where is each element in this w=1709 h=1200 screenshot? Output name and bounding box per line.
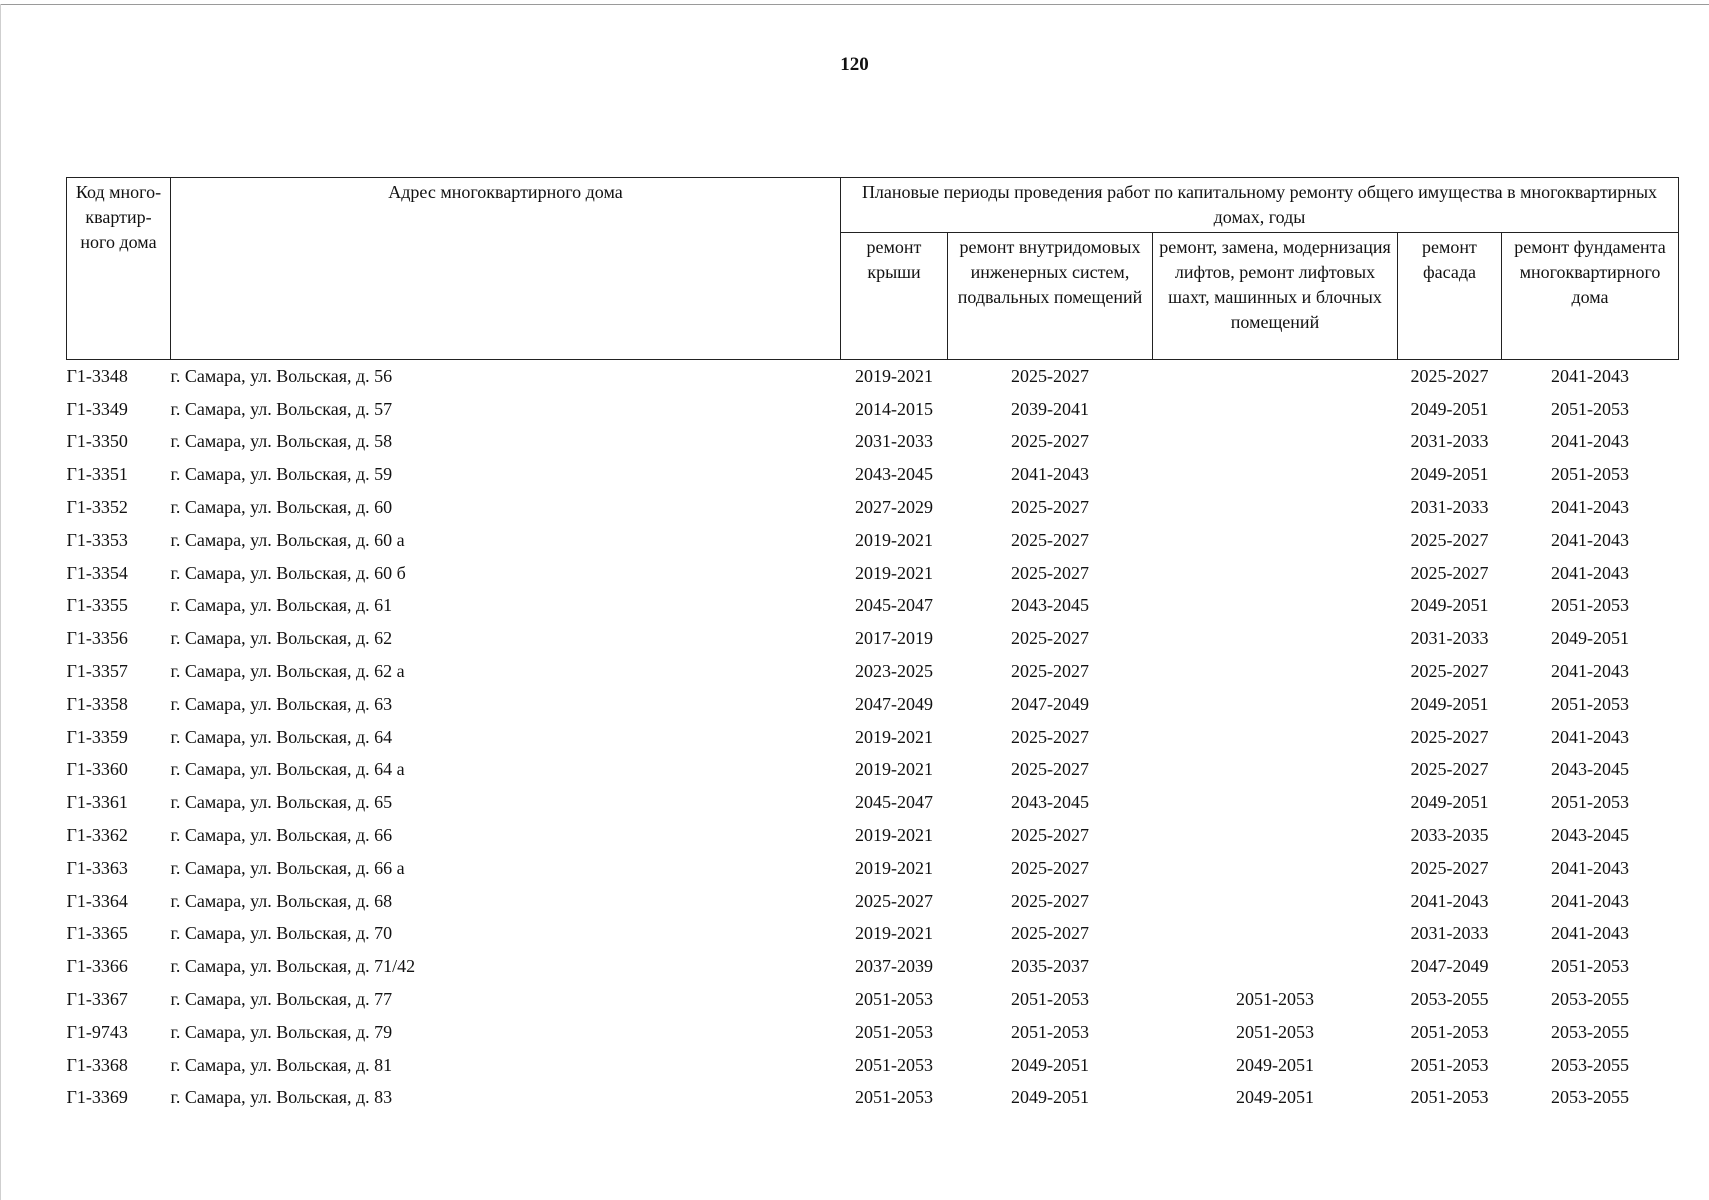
- cell-elevators: [1153, 918, 1398, 951]
- cell-roof: 2047-2049: [855, 693, 933, 714]
- table-row: [67, 1016, 1679, 1049]
- page-number: 120: [840, 54, 869, 75]
- table-row: [67, 1049, 1679, 1082]
- cell-roof: 2045-2047: [855, 792, 933, 813]
- cell-address: г. Самара, ул. Вольская, д. 57: [170, 398, 393, 419]
- table-header: [67, 178, 1679, 360]
- cell-foundation: 2053-2055: [1551, 989, 1629, 1010]
- cell-code: Г1-3364: [66, 890, 128, 911]
- cell-systems: 2025-2027: [1011, 628, 1089, 649]
- cell-systems: 2025-2027: [1011, 726, 1089, 747]
- cell-address: г. Самара, ул. Вольская, д. 59: [170, 464, 393, 485]
- cell-address: г. Самара, ул. Вольская, д. 70: [170, 923, 393, 944]
- header-foundation: ремонт фундамента многоквартирного дома: [1502, 233, 1679, 360]
- cell-systems: 2047-2049: [1011, 693, 1089, 714]
- cell-code: Г1-3368: [66, 1054, 128, 1075]
- cell-elevators: [1153, 524, 1398, 557]
- cell-foundation: 2041-2043: [1551, 923, 1629, 944]
- cell-roof: 2027-2029: [855, 497, 933, 518]
- cell-roof: 2043-2045: [855, 464, 933, 485]
- cell-systems: 2025-2027: [1011, 365, 1089, 386]
- cell-elevators: 2049-2051: [1236, 1087, 1314, 1108]
- cell-foundation: 2041-2043: [1551, 431, 1629, 452]
- table-row: [67, 918, 1679, 951]
- cell-foundation: 2053-2055: [1551, 1021, 1629, 1042]
- cell-elevators: 2049-2051: [1236, 1054, 1314, 1075]
- cell-elevators: [1153, 688, 1398, 721]
- cell-systems: 2035-2037: [1011, 956, 1089, 977]
- cell-elevators: [1153, 360, 1398, 393]
- cell-elevators: [1153, 622, 1398, 655]
- cell-elevators: [1153, 852, 1398, 885]
- cell-facade: 2049-2051: [1410, 464, 1489, 485]
- cell-code: Г1-3350: [66, 431, 128, 452]
- cell-foundation: 2053-2055: [1551, 1087, 1629, 1108]
- cell-address: г. Самара, ул. Вольская, д. 64 а: [170, 759, 405, 780]
- cell-code: Г1-3356: [66, 628, 128, 649]
- cell-address: г. Самара, ул. Вольская, д. 77: [170, 989, 393, 1010]
- table-row: [67, 852, 1679, 885]
- cell-roof: 2051-2053: [855, 1054, 933, 1075]
- cell-code: Г1-3352: [66, 497, 128, 518]
- cell-systems: 2025-2027: [1011, 890, 1089, 911]
- cell-address: г. Самара, ул. Вольская, д. 63: [170, 693, 393, 714]
- cell-systems: 2049-2051: [1011, 1087, 1089, 1108]
- cell-foundation: 2051-2053: [1551, 693, 1629, 714]
- cell-code: Г1-3351: [66, 464, 128, 485]
- cell-facade: 2025-2027: [1410, 529, 1489, 550]
- cell-roof: 2025-2027: [855, 890, 933, 911]
- cell-code: Г1-3366: [66, 956, 128, 977]
- cell-elevators: [1153, 491, 1398, 524]
- cell-address: г. Самара, ул. Вольская, д. 61: [170, 595, 393, 616]
- cell-roof: 2019-2021: [855, 923, 933, 944]
- cell-facade: 2051-2053: [1410, 1021, 1489, 1042]
- cell-address: г. Самара, ул. Вольская, д. 60 б: [170, 562, 406, 583]
- header-elevators: ремонт, замена, модернизация лифтов, ремонт лифтовых шахт, машинных и блочных помещений: [1153, 233, 1398, 360]
- cell-code: Г1-3354: [66, 562, 128, 583]
- cell-facade: 2025-2027: [1410, 726, 1489, 747]
- cell-systems: 2039-2041: [1011, 398, 1089, 419]
- cell-foundation: 2041-2043: [1551, 857, 1629, 878]
- cell-elevators: [1153, 950, 1398, 983]
- cell-address: г. Самара, ул. Вольская, д. 66 а: [170, 857, 405, 878]
- cell-address: г. Самара, ул. Вольская, д. 68: [170, 890, 393, 911]
- cell-elevators: [1153, 393, 1398, 426]
- cell-address: г. Самара, ул. Вольская, д. 62 а: [170, 661, 405, 682]
- cell-elevators: [1153, 426, 1398, 459]
- cell-foundation: 2041-2043: [1551, 726, 1629, 747]
- cell-systems: 2041-2043: [1011, 464, 1089, 485]
- table-row: [67, 524, 1679, 557]
- cell-roof: 2051-2053: [855, 1021, 933, 1042]
- cell-facade: 2051-2053: [1410, 1087, 1489, 1108]
- cell-systems: 2025-2027: [1011, 759, 1089, 780]
- table-row: [67, 393, 1679, 426]
- table-row: [67, 491, 1679, 524]
- cell-facade: 2031-2033: [1410, 628, 1489, 649]
- table-row: [67, 458, 1679, 491]
- cell-address: г. Самара, ул. Вольская, д. 64: [170, 726, 393, 747]
- cell-roof: 2037-2039: [855, 956, 933, 977]
- cell-address: г. Самара, ул. Вольская, д. 66: [170, 825, 393, 846]
- cell-facade: 2049-2051: [1410, 693, 1489, 714]
- cell-roof: 2019-2021: [855, 759, 933, 780]
- cell-roof: 2017-2019: [855, 628, 933, 649]
- cell-foundation: 2041-2043: [1551, 890, 1629, 911]
- table-row: [67, 622, 1679, 655]
- cell-foundation: 2041-2043: [1551, 661, 1629, 682]
- cell-elevators: [1153, 655, 1398, 688]
- cell-address: г. Самара, ул. Вольская, д. 60: [170, 497, 393, 518]
- header-code: Код много-квартир-ного дома: [67, 178, 171, 360]
- cell-code: Г1-3369: [66, 1087, 128, 1108]
- cell-foundation: 2051-2053: [1551, 464, 1629, 485]
- table-row: [67, 721, 1679, 754]
- cell-code: Г1-3359: [66, 726, 128, 747]
- table-row: [67, 1082, 1679, 1115]
- cell-elevators: 2051-2053: [1236, 989, 1314, 1010]
- table-row: [67, 426, 1679, 459]
- cell-address: г. Самара, ул. Вольская, д. 79: [170, 1021, 393, 1042]
- cell-elevators: [1153, 557, 1398, 590]
- cell-elevators: [1153, 819, 1398, 852]
- cell-elevators: [1153, 458, 1398, 491]
- cell-roof: 2031-2033: [855, 431, 933, 452]
- cell-systems: 2043-2045: [1011, 792, 1089, 813]
- cell-facade: 2031-2033: [1410, 497, 1489, 518]
- cell-elevators: 2051-2053: [1236, 1021, 1314, 1042]
- cell-systems: 2025-2027: [1011, 923, 1089, 944]
- cell-code: Г1-3349: [66, 398, 128, 419]
- cell-elevators: [1153, 885, 1398, 918]
- cell-foundation: 2041-2043: [1551, 365, 1629, 386]
- cell-systems: 2049-2051: [1011, 1054, 1089, 1075]
- cell-systems: 2025-2027: [1011, 431, 1089, 452]
- cell-code: Г1-3367: [66, 989, 128, 1010]
- cell-foundation: 2041-2043: [1551, 562, 1629, 583]
- cell-systems: 2043-2045: [1011, 595, 1089, 616]
- cell-roof: 2051-2053: [855, 989, 933, 1010]
- cell-roof: 2045-2047: [855, 595, 933, 616]
- table-row: [67, 983, 1679, 1016]
- cell-systems: 2025-2027: [1011, 661, 1089, 682]
- cell-address: г. Самара, ул. Вольская, д. 83: [170, 1087, 393, 1108]
- cell-foundation: 2051-2053: [1551, 792, 1629, 813]
- cell-foundation: 2051-2053: [1551, 398, 1629, 419]
- header-facade: ремонт фасада: [1398, 233, 1502, 360]
- cell-foundation: 2051-2053: [1551, 956, 1629, 977]
- cell-systems: 2051-2053: [1011, 1021, 1089, 1042]
- cell-address: г. Самара, ул. Вольская, д. 60 а: [170, 529, 405, 550]
- cell-code: Г1-3358: [66, 693, 128, 714]
- cell-foundation: 2041-2043: [1551, 497, 1629, 518]
- cell-systems: 2025-2027: [1011, 825, 1089, 846]
- table-row: [67, 885, 1679, 918]
- cell-elevators: [1153, 754, 1398, 787]
- cell-systems: 2025-2027: [1011, 857, 1089, 878]
- cell-roof: 2019-2021: [855, 825, 933, 846]
- cell-address: г. Самара, ул. Вольская, д. 65: [170, 792, 393, 813]
- cell-code: Г1-3357: [66, 661, 128, 682]
- cell-foundation: 2043-2045: [1551, 759, 1629, 780]
- header-systems: ремонт внутридомовых инженерных систем, подвальных помещений: [948, 233, 1153, 360]
- cell-facade: 2049-2051: [1410, 398, 1489, 419]
- header-periods: Плановые периоды проведения работ по капитальному ремонту общего имущества в многоквартирных домах, годы: [841, 178, 1679, 233]
- table-row: [67, 754, 1679, 787]
- cell-roof: 2023-2025: [855, 661, 933, 682]
- header-address: Адрес многоквартирного дома: [171, 178, 841, 360]
- cell-roof: 2019-2021: [855, 529, 933, 550]
- cell-address: г. Самара, ул. Вольская, д. 56: [170, 365, 393, 386]
- cell-elevators: [1153, 721, 1398, 754]
- cell-address: г. Самара, ул. Вольская, д. 62: [170, 628, 393, 649]
- cell-foundation: 2049-2051: [1551, 628, 1629, 649]
- table-row: [67, 655, 1679, 688]
- cell-roof: 2051-2053: [855, 1087, 933, 1108]
- cell-facade: 2031-2033: [1410, 431, 1489, 452]
- scan-left-edge: [0, 4, 1, 1200]
- cell-roof: 2019-2021: [855, 857, 933, 878]
- header-roof: ремонт крыши: [841, 233, 948, 360]
- cell-address: г. Самара, ул. Вольская, д. 71/42: [170, 956, 416, 977]
- table-row: [67, 688, 1679, 721]
- cell-roof: 2019-2021: [855, 726, 933, 747]
- table-row: [67, 557, 1679, 590]
- cell-foundation: 2043-2045: [1551, 825, 1629, 846]
- cell-facade: 2047-2049: [1410, 956, 1489, 977]
- cell-foundation: 2051-2053: [1551, 595, 1629, 616]
- cell-code: Г1-3362: [66, 825, 128, 846]
- cell-roof: 2019-2021: [855, 365, 933, 386]
- cell-facade: 2031-2033: [1410, 923, 1489, 944]
- cell-roof: 2014-2015: [855, 398, 933, 419]
- table-row: [67, 786, 1679, 819]
- cell-facade: 2025-2027: [1410, 661, 1489, 682]
- cell-facade: 2033-2035: [1410, 825, 1489, 846]
- cell-foundation: 2053-2055: [1551, 1054, 1629, 1075]
- cell-facade: 2051-2053: [1410, 1054, 1489, 1075]
- cell-code: Г1-9743: [66, 1021, 128, 1042]
- cell-facade: 2049-2051: [1410, 595, 1489, 616]
- cell-elevators: [1153, 590, 1398, 623]
- cell-facade: 2041-2043: [1410, 890, 1489, 911]
- cell-code: Г1-3361: [66, 792, 128, 813]
- cell-facade: 2025-2027: [1410, 562, 1489, 583]
- cell-systems: 2051-2053: [1011, 989, 1089, 1010]
- cell-code: Г1-3365: [66, 923, 128, 944]
- cell-code: Г1-3353: [66, 529, 128, 550]
- cell-code: Г1-3360: [66, 759, 128, 780]
- cell-elevators: [1153, 786, 1398, 819]
- table-body: [67, 360, 1679, 1115]
- cell-facade: 2053-2055: [1410, 989, 1489, 1010]
- cell-code: Г1-3363: [66, 857, 128, 878]
- cell-address: г. Самара, ул. Вольская, д. 58: [170, 431, 393, 452]
- cell-facade: 2025-2027: [1410, 857, 1489, 878]
- cell-systems: 2025-2027: [1011, 529, 1089, 550]
- cell-code: Г1-3355: [66, 595, 128, 616]
- cell-systems: 2025-2027: [1011, 497, 1089, 518]
- table-row: [67, 590, 1679, 623]
- cell-address: г. Самара, ул. Вольская, д. 81: [170, 1054, 393, 1075]
- scan-top-edge: [0, 4, 1709, 5]
- table-row: [67, 950, 1679, 983]
- cell-facade: 2049-2051: [1410, 792, 1489, 813]
- cell-facade: 2025-2027: [1410, 759, 1489, 780]
- table-row: [67, 360, 1679, 393]
- cell-code: Г1-3348: [66, 365, 128, 386]
- table-row: [67, 819, 1679, 852]
- cell-facade: 2025-2027: [1410, 365, 1489, 386]
- capital-repair-schedule-table: [66, 177, 1679, 1114]
- cell-roof: 2019-2021: [855, 562, 933, 583]
- cell-systems: 2025-2027: [1011, 562, 1089, 583]
- cell-foundation: 2041-2043: [1551, 529, 1629, 550]
